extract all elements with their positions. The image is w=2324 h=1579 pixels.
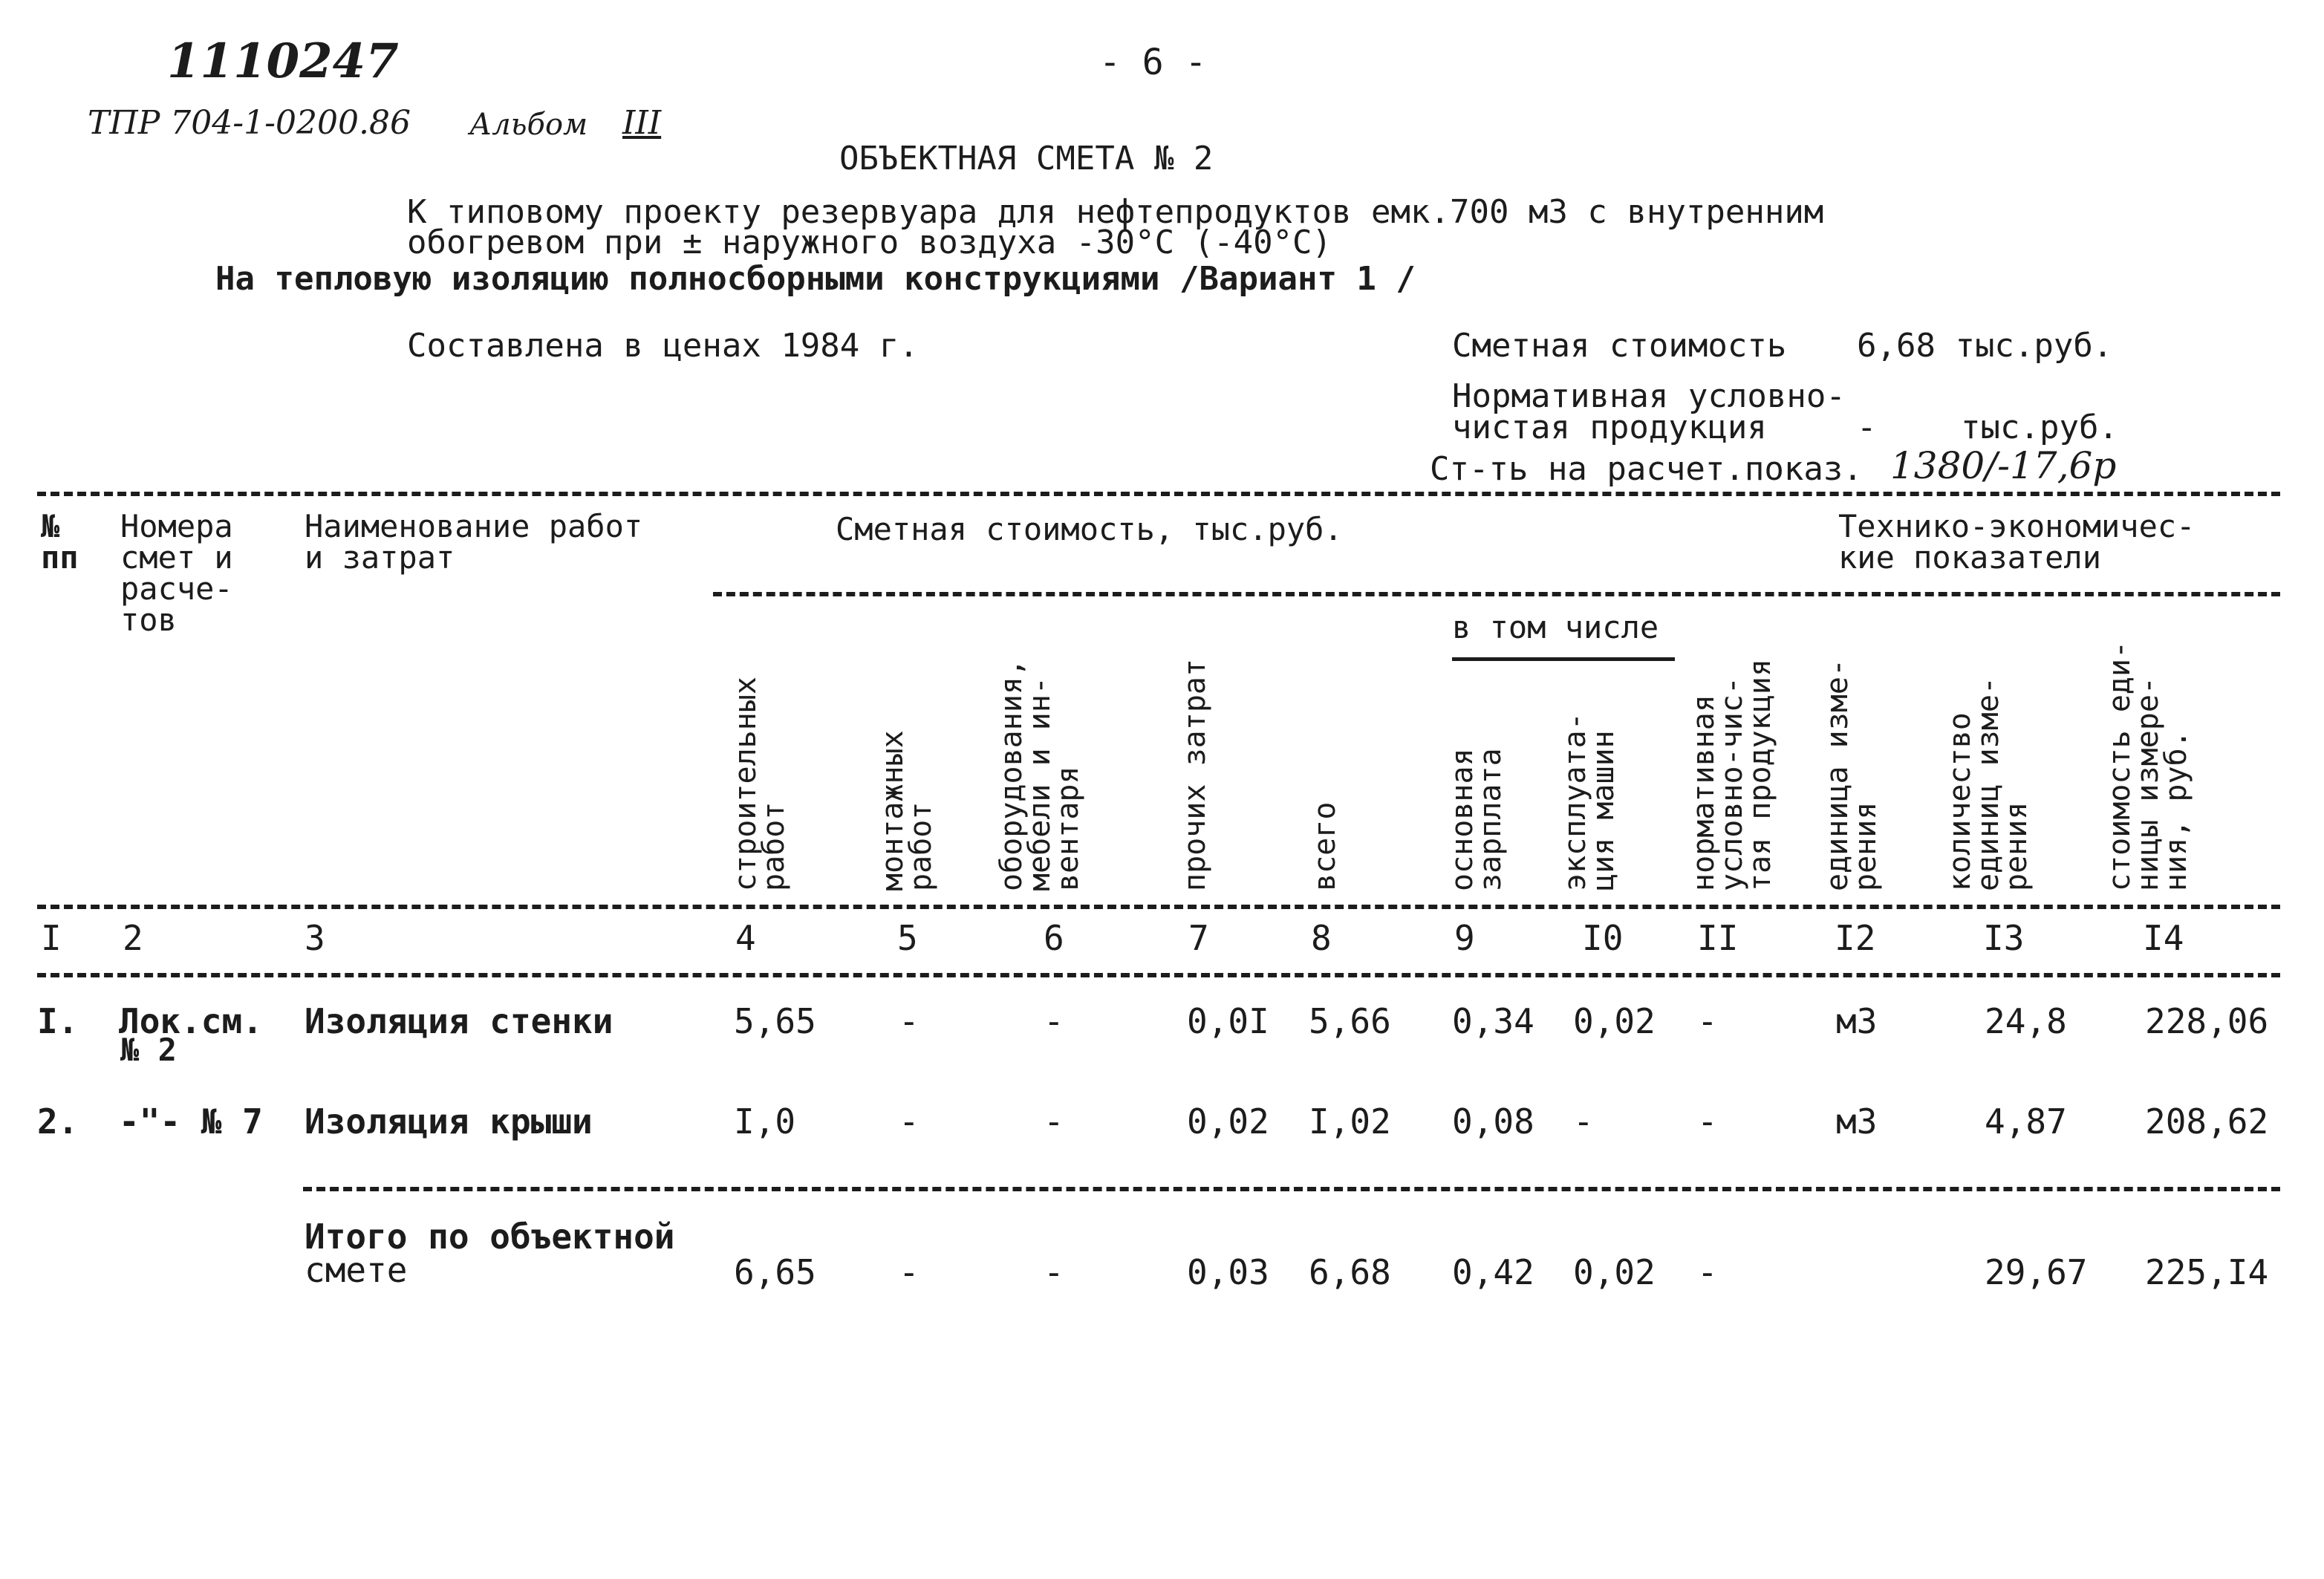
total-c6: - [1044, 1252, 1064, 1292]
header-col-14: стоимость еди- ницы измере- ния, руб. [2103, 640, 2193, 891]
colnum: 2 [123, 918, 143, 958]
header-col-5: монтажных работ [876, 730, 938, 891]
colnum: 8 [1311, 918, 1332, 958]
colnum: 6 [1044, 918, 1064, 958]
colnum: I3 [1983, 918, 2025, 958]
header-bottom-rule [37, 905, 2280, 909]
row-1-c7: 0,0I [1187, 1001, 1269, 1041]
header-col-10: эксплуата- ция машин [1558, 712, 1621, 891]
total-c4: 6,65 [734, 1252, 816, 1292]
colnum: 7 [1188, 918, 1209, 958]
row-1-ref-2: № 2 [120, 1032, 177, 1068]
header-col-12: единица изме- рения [1820, 658, 1883, 891]
group-rule [713, 592, 2280, 596]
row-1-num: I. [37, 1001, 79, 1041]
header-col-9: основная зарплата [1445, 748, 1508, 891]
row-2-c7: 0,02 [1187, 1101, 1269, 1142]
colnum: I2 [1835, 918, 1876, 958]
row-2-c10: - [1573, 1101, 1594, 1142]
row-2-c8: I,02 [1309, 1101, 1391, 1142]
normative-label-1: Нормативная условно- [1452, 377, 1846, 415]
total-c13: 29,67 [1985, 1252, 2088, 1292]
row-2-name: Изоляция крыши [305, 1101, 593, 1142]
colnum: I0 [1582, 918, 1624, 958]
row-1-c13: 24,8 [1985, 1001, 2067, 1041]
colnum: 9 [1454, 918, 1475, 958]
header-col-13: количество единиц изме- рения [1943, 677, 2034, 891]
subtitle-line-2: обогревом при ± наружного воздуха -30°С (-40°С) [407, 224, 1332, 261]
header-col-6: оборудования, мебели и ин- вентаря [995, 658, 1085, 891]
doc-number-handwritten: 1110247 [167, 33, 399, 89]
header-col-4: строительных работ [729, 677, 791, 891]
row-1-c14: 228,06 [2145, 1001, 2269, 1041]
row-1-c11: - [1697, 1001, 1718, 1041]
row-1-c8: 5,66 [1309, 1001, 1391, 1041]
calc-label: Ст-ть на расчет.показ. [1430, 450, 1863, 488]
album-ref-handwritten: ТПР 704-1-0200.86 [88, 104, 411, 142]
header-col-2: Номера смет и расче- тов [120, 508, 233, 638]
subtitle-line-1: К типовому проекту резервуара для нефтепродуктов емк.700 м3 с внутренним [407, 193, 1824, 231]
row-1-c12: м3 [1836, 1001, 1878, 1041]
cost-value: 6,68 тыс.руб. [1857, 327, 2113, 365]
total-name-1: Итого по объектной [305, 1217, 675, 1257]
row-1-ref: Лок.см. [119, 1001, 263, 1041]
row-2-ref: -"- № 7 [119, 1101, 263, 1142]
table-top-rule [37, 492, 2280, 496]
row-2-c4: I,0 [734, 1101, 796, 1142]
page-number: - 6 - [1099, 42, 1207, 83]
normative-label-2: чистая продукция [1452, 408, 1767, 446]
header-tech-group: Технико-экономичес- кие показатели [1838, 508, 2196, 576]
album-number-handwritten: III [622, 104, 662, 142]
total-c10: 0,02 [1573, 1252, 1656, 1292]
row-1-c10: 0,02 [1573, 1001, 1656, 1041]
header-incl-group: в том числе [1452, 609, 1659, 645]
normative-unit: тыс.руб. [1961, 408, 2118, 446]
total-c5: - [899, 1252, 919, 1292]
prices-year: Составлена в ценах 1984 г. [407, 327, 919, 365]
row-2-c9: 0,08 [1452, 1101, 1534, 1142]
colnum: II [1697, 918, 1739, 958]
colnum: 5 [897, 918, 918, 958]
total-c14: 225,I4 [2145, 1252, 2269, 1292]
row-2-c12: м3 [1836, 1101, 1878, 1142]
header-col-11: нормативная условно-чис- тая продукция [1687, 658, 1777, 891]
row-1-name: Изоляция стенки [305, 1001, 613, 1041]
total-c11: - [1697, 1252, 1718, 1292]
cost-label: Сметная стоимость [1452, 327, 1787, 365]
row-1-c4: 5,65 [734, 1001, 816, 1041]
total-c8: 6,68 [1309, 1252, 1391, 1292]
row-1-c9: 0,34 [1452, 1001, 1534, 1041]
header-col-7: прочих затрат [1178, 658, 1212, 891]
row-2-c14: 208,62 [2145, 1101, 2269, 1142]
document-title: ОБЪЕКТНАЯ СМЕТА № 2 [839, 140, 1214, 178]
total-c9: 0,42 [1452, 1252, 1534, 1292]
header-col-1: № пп [41, 508, 79, 576]
total-top-rule [303, 1187, 2280, 1191]
calc-value-handwritten: 1380/-17,6р [1890, 444, 2117, 487]
normative-value: - [1857, 408, 1877, 446]
row-2-c6: - [1044, 1101, 1064, 1142]
row-2-c13: 4,87 [1985, 1101, 2067, 1142]
header-col-8: всего [1308, 801, 1342, 891]
row-1-c5: - [899, 1001, 919, 1041]
total-name-2: смете [305, 1250, 408, 1290]
header-cost-group: Сметная стоимость, тыс.руб. [836, 511, 1343, 547]
colnum: I4 [2143, 918, 2184, 958]
row-1-c6: - [1044, 1001, 1064, 1041]
album-label-handwritten: Альбом [469, 108, 588, 142]
row-2-c5: - [899, 1101, 919, 1142]
colnum: 4 [735, 918, 756, 958]
row-2-c11: - [1697, 1101, 1718, 1142]
total-c7: 0,03 [1187, 1252, 1269, 1292]
subtitle-line-3: На тепловую изоляцию полносборными конструкциями /Вариант 1 / [215, 260, 1416, 298]
incl-group-rule [1452, 657, 1675, 661]
colnum: I [41, 918, 62, 958]
header-col-3: Наименование работ и затрат [305, 508, 643, 576]
colnum: 3 [305, 918, 325, 958]
colnum-bottom-rule [37, 973, 2280, 977]
row-2-num: 2. [37, 1101, 79, 1142]
